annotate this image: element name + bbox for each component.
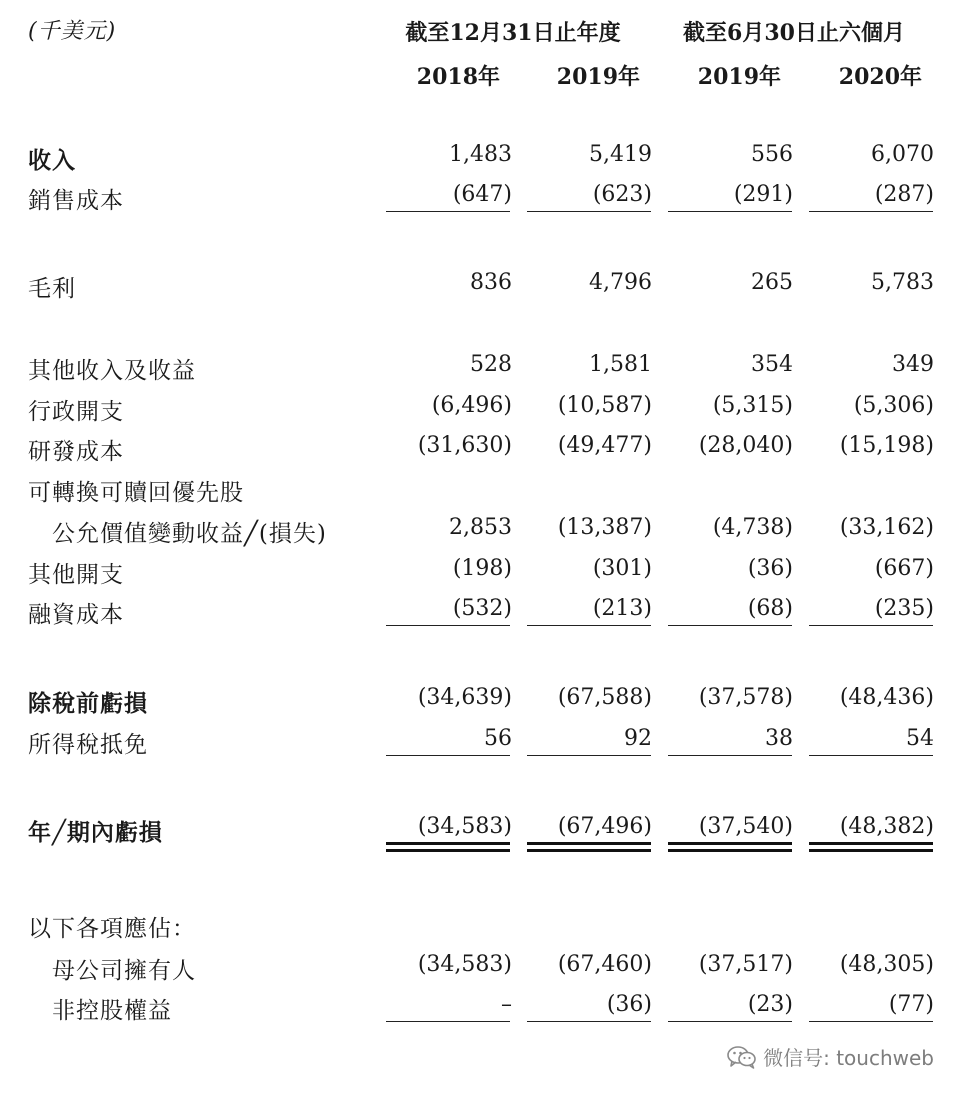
year-heading: 2018年: [416, 64, 500, 90]
row-value: (23): [747, 992, 793, 1017]
row-value: (15,198): [839, 433, 934, 458]
row-label: 可轉換可贖回優先股: [28, 480, 244, 506]
row-label: 其他開支: [28, 562, 124, 588]
row-label: 銷售成本: [28, 188, 124, 214]
row-value: 1,581: [589, 352, 652, 377]
double-underline-rule: [386, 842, 510, 845]
row-value: (291): [733, 182, 793, 207]
row-label: 收入: [28, 147, 76, 174]
row-value: 38: [765, 726, 793, 751]
underline-rule: [386, 1021, 510, 1022]
row-value: (36): [606, 992, 652, 1017]
double-underline-rule: [527, 849, 651, 852]
watermark: [727, 1042, 934, 1071]
row-value: (198): [452, 556, 512, 581]
row-value: (48,382): [839, 814, 934, 839]
row-other-income: [0, 348, 960, 384]
row-label: 以下各項應佔：: [28, 916, 196, 942]
row-value: (5,315): [712, 393, 793, 418]
row-value: (49,477): [557, 433, 652, 458]
row-owners-of-parent: [0, 948, 960, 984]
row-non-controlling-interests: [0, 988, 960, 1024]
row-label: 行政開支: [28, 399, 124, 425]
row-value: 92: [624, 726, 652, 751]
year-heading: 2020年: [838, 64, 922, 90]
row-value: 56: [484, 726, 512, 751]
underline-rule: [809, 211, 933, 212]
row-value: (34,583): [417, 814, 512, 839]
row-value: (6,496): [431, 393, 512, 418]
row-value: (647): [452, 182, 512, 207]
underline-rule: [668, 211, 792, 212]
row-value: 265: [751, 270, 793, 295]
row-value: (28,040): [698, 433, 793, 458]
underline-rule: [809, 1021, 933, 1022]
row-value: 1,483: [449, 142, 512, 167]
row-value: (37,578): [698, 685, 793, 710]
underline-rule: [668, 1021, 792, 1022]
underline-rule: [386, 211, 510, 212]
row-other-expenses: [0, 552, 960, 588]
double-underline-rule: [668, 842, 792, 845]
underline-rule: [527, 211, 651, 212]
row-value: 836: [470, 270, 512, 295]
row-label: 公允價值變動收益╱(損失): [52, 521, 327, 547]
row-value: (37,540): [698, 814, 793, 839]
row-label: 毛利: [28, 276, 76, 302]
row-label: 母公司擁有人: [52, 958, 196, 984]
watermark-text: 微信号: touchweb: [763, 1046, 934, 1070]
row-finance-costs: [0, 592, 960, 628]
row-label: 除稅前虧損: [28, 690, 148, 717]
row-value: 54: [906, 726, 934, 751]
underline-rule: [809, 625, 933, 626]
row-label: 融資成本: [28, 602, 124, 628]
double-underline-rule: [668, 849, 792, 852]
row-value: (31,630): [417, 433, 512, 458]
row-revenue: [0, 138, 960, 174]
year-heading: 2019年: [556, 64, 640, 90]
row-fair-value-change: [0, 511, 960, 547]
row-value: (48,305): [839, 952, 934, 977]
underline-rule: [527, 1021, 651, 1022]
unit-label: (千美元): [28, 19, 117, 44]
row-value: (67,460): [557, 952, 652, 977]
row-label: 所得稅抵免: [28, 732, 148, 758]
double-underline-rule: [386, 849, 510, 852]
row-rnd-costs: [0, 429, 960, 465]
row-value: (623): [592, 182, 652, 207]
row-attributable-heading: [0, 906, 960, 942]
row-value: (33,162): [839, 515, 934, 540]
underline-rule: [527, 755, 651, 756]
underline-rule: [809, 755, 933, 756]
row-value: (667): [874, 556, 934, 581]
row-value: 2,853: [449, 515, 512, 540]
row-value: (36): [747, 556, 793, 581]
row-value: (67,588): [557, 685, 652, 710]
row-gross-profit: [0, 266, 960, 302]
row-value: (235): [874, 596, 934, 621]
group-heading-interim: 截至6月30日止六個月: [683, 20, 905, 46]
double-underline-rule: [527, 842, 651, 845]
row-value: (67,496): [557, 814, 652, 839]
row-value: (37,517): [698, 952, 793, 977]
row-label: 研發成本: [28, 439, 124, 465]
row-value: (34,583): [417, 952, 512, 977]
row-value: (10,587): [557, 393, 652, 418]
row-value: 5,783: [871, 270, 934, 295]
double-underline-rule: [809, 849, 933, 852]
underline-rule: [668, 625, 792, 626]
year-heading: 2019年: [697, 64, 781, 90]
row-value: (5,306): [853, 393, 934, 418]
row-loss-before-tax: [0, 681, 960, 717]
double-underline-rule: [809, 842, 933, 845]
row-value: (77): [888, 992, 934, 1017]
row-value: (213): [592, 596, 652, 621]
row-label: 年╱期內虧損: [28, 819, 163, 846]
row-value: –: [501, 992, 512, 1017]
row-value: 349: [892, 352, 934, 377]
row-value: 528: [470, 352, 512, 377]
row-value: 4,796: [589, 270, 652, 295]
row-value: 354: [751, 352, 793, 377]
row-value: (48,436): [839, 685, 934, 710]
row-label: 非控股權益: [52, 998, 172, 1024]
group-heading-annual: 截至12月31日止年度: [405, 20, 621, 46]
underline-rule: [668, 755, 792, 756]
row-value: (4,738): [712, 515, 793, 540]
row-income-tax-credit: [0, 722, 960, 758]
row-value: (68): [747, 596, 793, 621]
row-value: (34,639): [417, 685, 512, 710]
row-value: (301): [592, 556, 652, 581]
row-value: (287): [874, 182, 934, 207]
row-value: 5,419: [589, 142, 652, 167]
underline-rule: [527, 625, 651, 626]
underline-rule: [386, 755, 510, 756]
row-value: (13,387): [557, 515, 652, 540]
row-value: 556: [751, 142, 793, 167]
wechat-icon: [727, 1045, 757, 1069]
row-cost-of-sales: [0, 178, 960, 214]
row-loss-for-period: [0, 810, 960, 846]
row-admin-expenses: [0, 389, 960, 425]
row-convertible-preferred-heading: [0, 470, 960, 506]
row-label: 其他收入及收益: [28, 358, 196, 384]
underline-rule: [386, 625, 510, 626]
row-value: (532): [452, 596, 512, 621]
row-value: 6,070: [871, 142, 934, 167]
